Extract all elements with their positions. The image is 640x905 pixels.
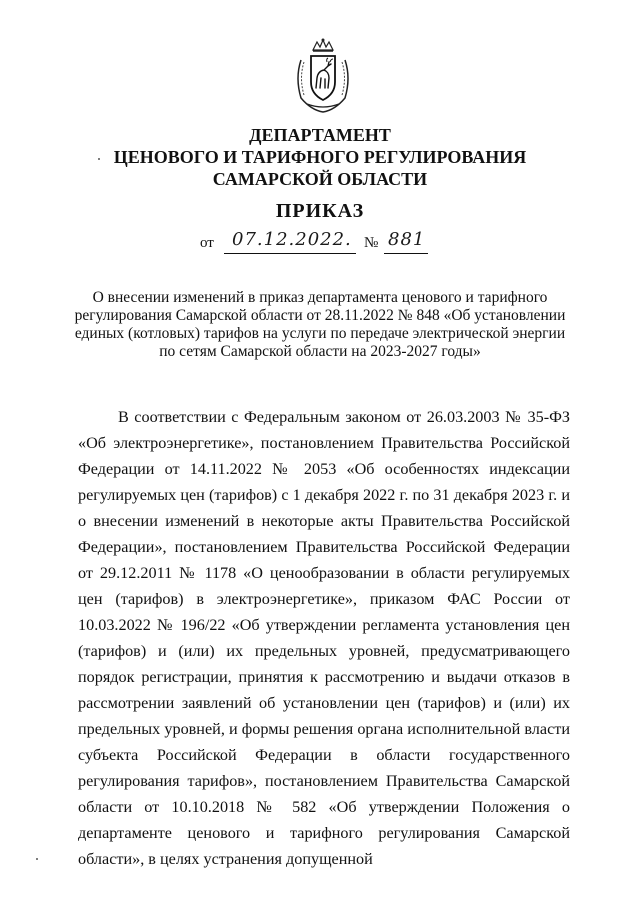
scan-speck [98,158,100,160]
header-line-2: ЦЕНОВОГО И ТАРИФНОГО РЕГУЛИРОВАНИЯ [113,147,527,167]
department-header [0,124,640,190]
number-underline [384,253,428,254]
handwritten-date: 07.12.2022. [232,229,352,250]
handwritten-number: 881 [388,229,426,250]
scan-speck [36,858,38,860]
date-underline [224,253,356,254]
header-line-3: САМАРСКОЙ ОБЛАСТИ [212,169,428,189]
number-label: № [364,235,379,251]
order-title: ПРИКАЗ [275,200,365,222]
header-line-1: ДЕПАРТАМЕНТ [249,125,391,145]
coat-of-arms-emblem [291,38,355,114]
date-label: от [200,235,214,251]
order-date-number-line [200,229,440,253]
body-paragraph: В соответствии с Федеральным законом от 26.03.2003 № 35-ФЗ «Об электроэнергетике», постановлением Правительства Российской Федерации от 14.11.2022 № 2053 «Об особенностях индексации регулируемых цен (тарифов) с 1 декабря 2022 г. по 31 декабря 2023 г. и о внесении изменений в некоторые акты Правительства Российской Федерации», постановлением Правительства Российской Федерации от 29.12.2011 № 1178 «О ценообразовании в области регулируемых цен (тарифов) в электроэнергетике», приказом ФАС России от 10.03.2022 № 196/22 «Об утверждении регламента установления цен (тарифов) и (или) их предельных уровней, предусматривающего порядок регистрации, принятия к рассмотрению и выдачи отказов в рассмотрении заявлений об установлении цен (тарифов) и (или) их предельных уровней, и формы решения органа исполнительной власти субъекта Российской Федерации в области государственного регулирования тарифов», постановлением Правительства Самарской области от 10.10.2018 № 582 «Об утверждении Положения о департаменте ценового и тарифного регулирования Самарской области», в целях устранения допущенной [78,408,570,868]
order-subject: О внесении изменений в приказ департамента ценового и тарифного регулирования Самарской области от 28.11.2022 № 848 «Об установлении единых (котловых) тарифов на услуги по передаче электрической энергии по сетям Самарской области на 2023-2027 годы» [74,289,566,360]
